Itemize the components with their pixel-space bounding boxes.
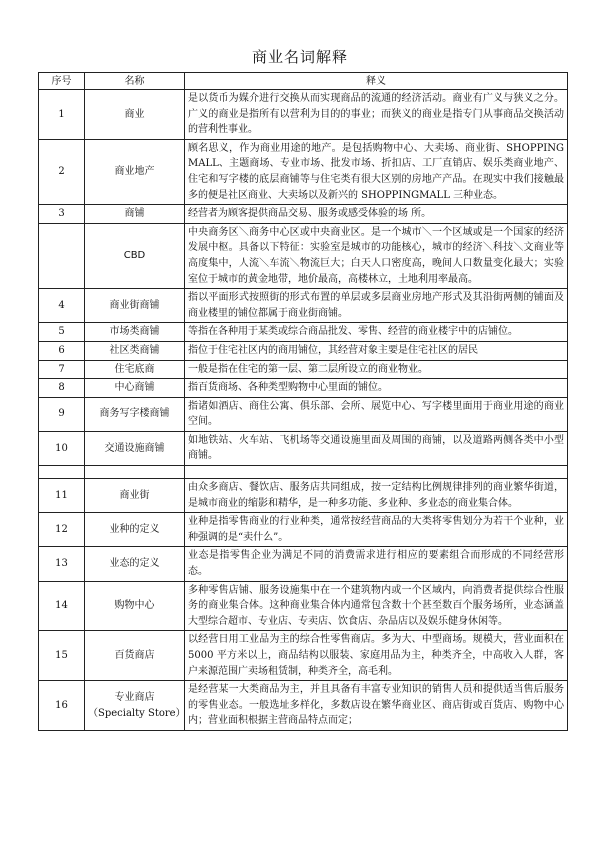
row-index: 4: [39, 289, 85, 323]
row-name: 百货商店: [85, 631, 185, 681]
table-row: [39, 139, 568, 204]
row-definition: 由众多商店、餐饮店、服务店共同组成，按一定结构比例规律排列的商业繁华街道，是城市商业的缩影和精华，是一种多功能、多业种、多业态的商业集合体。: [185, 479, 568, 513]
row-definition: 业态是指零售企业为满足不同的消费需求进行相应的要素组合而形成的不同经营形态。: [185, 547, 568, 581]
row-index: 7: [39, 360, 85, 379]
row-definition: 一般是指在住宅的第一层、第二层所设立的商业物业。: [185, 360, 568, 379]
table-row: [39, 631, 568, 681]
empty-cell: [185, 466, 568, 479]
row-name: 社区类商铺: [85, 341, 185, 360]
row-name: 商业街商铺: [85, 289, 185, 323]
row-definition: 多种零售店铺、服务设施集中在一个建筑物内或一个区域内，向消费者提供综合性服务的商业集合体。这种商业集合体内通常包含数十个甚至数百个服务场所，业态涵盖大型综合超市、专业店、专卖店、饮食店、杂品店以及娱乐健身休闲等。: [185, 581, 568, 631]
row-name: 商业: [85, 90, 185, 140]
empty-cell: [85, 466, 185, 479]
row-index: 13: [39, 547, 85, 581]
empty-cell: [39, 466, 85, 479]
table-row: [39, 581, 568, 631]
row-definition: 中央商务区＼商务中心区或中央商业区。是一个城市＼一个区域或是一个国家的经济发展中枢。具备以下特征：实验室是城市的功能核心，城市的经济＼科技＼文商业等高度集中，人流＼车流＼物流巨大；白天人口密度高，晚间人口数量变化最大；实验室位于城市的黄金地带，地价最高，高楼林立，土地利用率最高。: [185, 223, 568, 288]
row-index: 16: [39, 681, 85, 731]
row-name: 购物中心: [85, 581, 185, 631]
row-index: 5: [39, 323, 85, 342]
row-definition: 是以货币为媒介进行交换从而实现商品的流通的经济活动。商业有广义与狭义之分。广义的商业是指所有以营利为目的的事业；而狭义的商业是指专门从事商品交换活动的营利性事业。: [185, 90, 568, 140]
table-row: [39, 205, 568, 224]
row-index: 2: [39, 139, 85, 204]
row-index: 6: [39, 341, 85, 360]
row-definition: 指诸如酒店、商住公寓、俱乐部、会所、展览中心、写字楼里面用于商业用途的商业空间。: [185, 397, 568, 431]
header-index: 序号: [39, 73, 85, 90]
row-index: 10: [39, 431, 85, 465]
row-definition: 指以平面形式按照街的形式布置的单层或多层商业房地产形式及其沿街两侧的铺面及商业楼里的铺位都属于商业街商铺。: [185, 289, 568, 323]
table-header-row: [39, 73, 568, 90]
row-name: 中心商铺: [85, 379, 185, 398]
page-title: 商业名词解释: [251, 48, 348, 66]
row-name-zh: 专业商店: [114, 691, 155, 703]
row-index: 12: [39, 513, 85, 547]
table-row: [39, 681, 568, 731]
table-row: [39, 341, 568, 360]
row-index: 1: [39, 90, 85, 140]
table-row: [39, 289, 568, 323]
row-index: 15: [39, 631, 85, 681]
row-definition: 经营者为顾客提供商品交易、服务或感受体验的场 所。: [185, 205, 568, 224]
row-definition: 以经营日用工业品为主的综合性零售商店。多为大、中型商场。规模大，营业面积在 5000 平方米以上，商品结构以服装、家庭用品为主，种类齐全，中高收入人群，客户来源范围广卖场租赁制，种类齐全，高毛利。: [185, 631, 568, 681]
table-row: [39, 379, 568, 398]
row-name: 交通设施商铺: [85, 431, 185, 465]
table-row: [39, 90, 568, 140]
header-name: 名称: [85, 73, 185, 90]
table-row: [39, 513, 568, 547]
row-name: 商铺: [85, 205, 185, 224]
row-name: [85, 681, 185, 731]
row-definition: 顾名思义，作为商业用途的地产。是包括购物中心、大卖场、商业街、SHOPPINGMALL、主题商场、专业市场、批发市场、折扣店、工厂直销店、娱乐类商业地产、住宅和写字楼的底层商铺等与住宅类有很大区别的房地产产品。在现实中我们接触最多的便是社区商业、大卖场以及新兴的 SHOPPINGMALL 三种业态。: [185, 139, 568, 204]
table-row: [39, 431, 568, 465]
empty-row: [39, 466, 568, 479]
row-index: 3: [39, 205, 85, 224]
row-name-en: （Specialty Store）: [88, 707, 186, 719]
row-definition: 等指在各种用于某类或综合商品批发、零售、经营的商业楼宇中的店铺位。: [185, 323, 568, 342]
table-row: [39, 479, 568, 513]
row-index: 9: [39, 397, 85, 431]
row-name: 业种的定义: [85, 513, 185, 547]
table-row: [39, 360, 568, 379]
row-index: [39, 223, 85, 288]
glossary-table: [38, 72, 568, 731]
row-name: 住宅底商: [85, 360, 185, 379]
row-index: 14: [39, 581, 85, 631]
table-row: [39, 397, 568, 431]
row-definition: 是经营某一大类商品为主，并且具备有丰富专业知识的销售人员和提供适当售后服务的零售业态。一般选址多样化，多数店设在繁华商业区、商店街或百货店、购物中心内；营业面积根据主营商品特点而定；: [185, 681, 568, 731]
row-name: 业态的定义: [85, 547, 185, 581]
row-definition: 指百货商场、各种类型购物中心里面的铺位。: [185, 379, 568, 398]
row-definition: 指位于住宅社区内的商用铺位，其经营对象主要是住宅社区的居民: [185, 341, 568, 360]
row-definition: 如地铁站、火车站、飞机场等交通设施里面及周围的商铺，以及道路两侧各类中小型商铺。: [185, 431, 568, 465]
row-name: 商务写字楼商铺: [85, 397, 185, 431]
row-definition: 业种是指零售商业的行业种类，通常按经营商品的大类将零售划分为若干个业种，业种强调的是“卖什么”。: [185, 513, 568, 547]
row-index: 11: [39, 479, 85, 513]
row-index: 8: [39, 379, 85, 398]
row-name: 市场类商铺: [85, 323, 185, 342]
row-name: 商业地产: [85, 139, 185, 204]
table-row: [39, 323, 568, 342]
row-name: 商业街: [85, 479, 185, 513]
row-name: CBD: [85, 223, 185, 288]
header-definition: 释义: [185, 73, 568, 90]
table-row: [39, 547, 568, 581]
table-row: [39, 223, 568, 288]
